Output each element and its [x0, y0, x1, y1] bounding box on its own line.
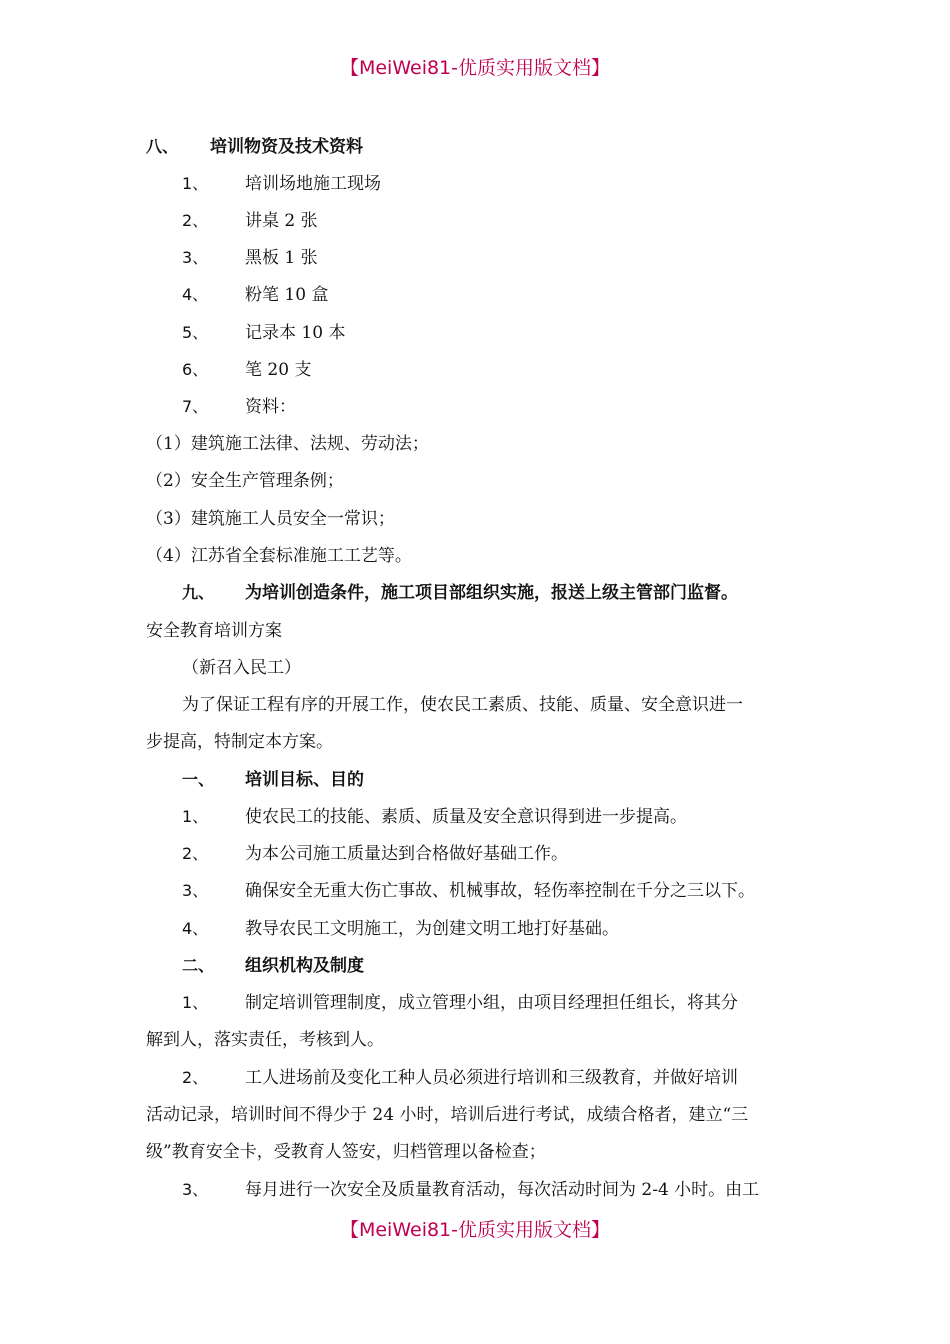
paragraph-line: 每月进行一次安全及质量教育活动，每次活动时间为 2-4 小时。由工: [245, 1180, 760, 1200]
list-item-number: 7、: [182, 397, 209, 416]
plan-title: 安全教育培训方案: [146, 621, 282, 641]
list-item-text: 资料：: [245, 397, 296, 417]
list-item-number: 6、: [182, 360, 209, 379]
paragraph-line: 活动记录，培训时间不得少于 24 小时，培训后进行考试，成绩合格者，建立“三: [146, 1105, 749, 1125]
sec2-number: 二、: [182, 956, 215, 975]
sec2-title: 组织机构及制度: [245, 956, 364, 976]
list-item-text: 讲桌 2 张: [245, 211, 318, 231]
list-item-text: 粉笔 10 盒: [245, 285, 329, 305]
section9-number: 九、: [182, 583, 215, 602]
list-item-number: 3、: [182, 248, 209, 267]
list-item-number: 2、: [182, 844, 209, 863]
intro-paragraph-line: 步提高，特制定本方案。: [146, 732, 333, 752]
list-item-number: 1、: [182, 807, 209, 826]
list-item-number: 2、: [182, 1068, 209, 1087]
section8-title: 培训物资及技术资料: [210, 137, 363, 157]
paragraph-line: 解到人，落实责任，考核到人。: [146, 1030, 384, 1050]
list-item-number: 5、: [182, 323, 209, 342]
list-item-number: 4、: [182, 919, 209, 938]
material-item: （4）江苏省全套标准施工工艺等。: [146, 546, 412, 566]
sec1-number: 一、: [182, 770, 215, 789]
list-item-text: 使农民工的技能、素质、质量及安全意识得到进一步提高。: [245, 807, 687, 827]
section8-number: 八、: [146, 137, 179, 156]
list-item-text: 笔 20 支: [245, 360, 312, 380]
sec1-title: 培训目标、目的: [245, 770, 364, 790]
list-item-text: 培训场地施工现场: [245, 174, 381, 194]
plan-subtitle: （新召入民工）: [182, 658, 301, 678]
list-item-text: 记录本 10 本: [245, 323, 346, 343]
list-item-text: 为本公司施工质量达到合格做好基础工作。: [245, 844, 568, 864]
material-item: （3）建筑施工人员安全一常识；: [146, 509, 395, 529]
list-item-text: 黑板 1 张: [245, 248, 318, 268]
footer-banner: 【MeiWei81-优质实用版文档】: [339, 1219, 611, 1241]
list-item-number: 3、: [182, 881, 209, 900]
paragraph-line: 工人进场前及变化工种人员必须进行培训和三级教育，并做好培训: [245, 1068, 738, 1088]
list-item-text: 教导农民工文明施工，为创建文明工地打好基础。: [245, 919, 619, 939]
paragraph-line: 级”教育安全卡，受教育人签安，归档管理以备检查；: [146, 1142, 546, 1162]
header-banner: 【MeiWei81-优质实用版文档】: [339, 57, 611, 79]
paragraph-line: 制定培训管理制度，成立管理小组，由项目经理担任组长，将其分: [245, 993, 738, 1013]
material-item: （1）建筑施工法律、法规、劳动法；: [146, 434, 429, 454]
material-item: （2）安全生产管理条例；: [146, 471, 344, 491]
list-item-number: 1、: [182, 993, 209, 1012]
intro-paragraph-line: 为了保证工程有序的开展工作，使农民工素质、技能、质量、安全意识进一: [182, 695, 743, 715]
list-item-number: 1、: [182, 174, 209, 193]
list-item-number: 3、: [182, 1180, 209, 1199]
section9-text: 为培训创造条件，施工项目部组织实施，报送上级主管部门监督。: [245, 583, 738, 603]
list-item-text: 确保安全无重大伤亡事故、机械事故，轻伤率控制在千分之三以下。: [245, 881, 755, 901]
list-item-number: 4、: [182, 285, 209, 304]
list-item-number: 2、: [182, 211, 209, 230]
